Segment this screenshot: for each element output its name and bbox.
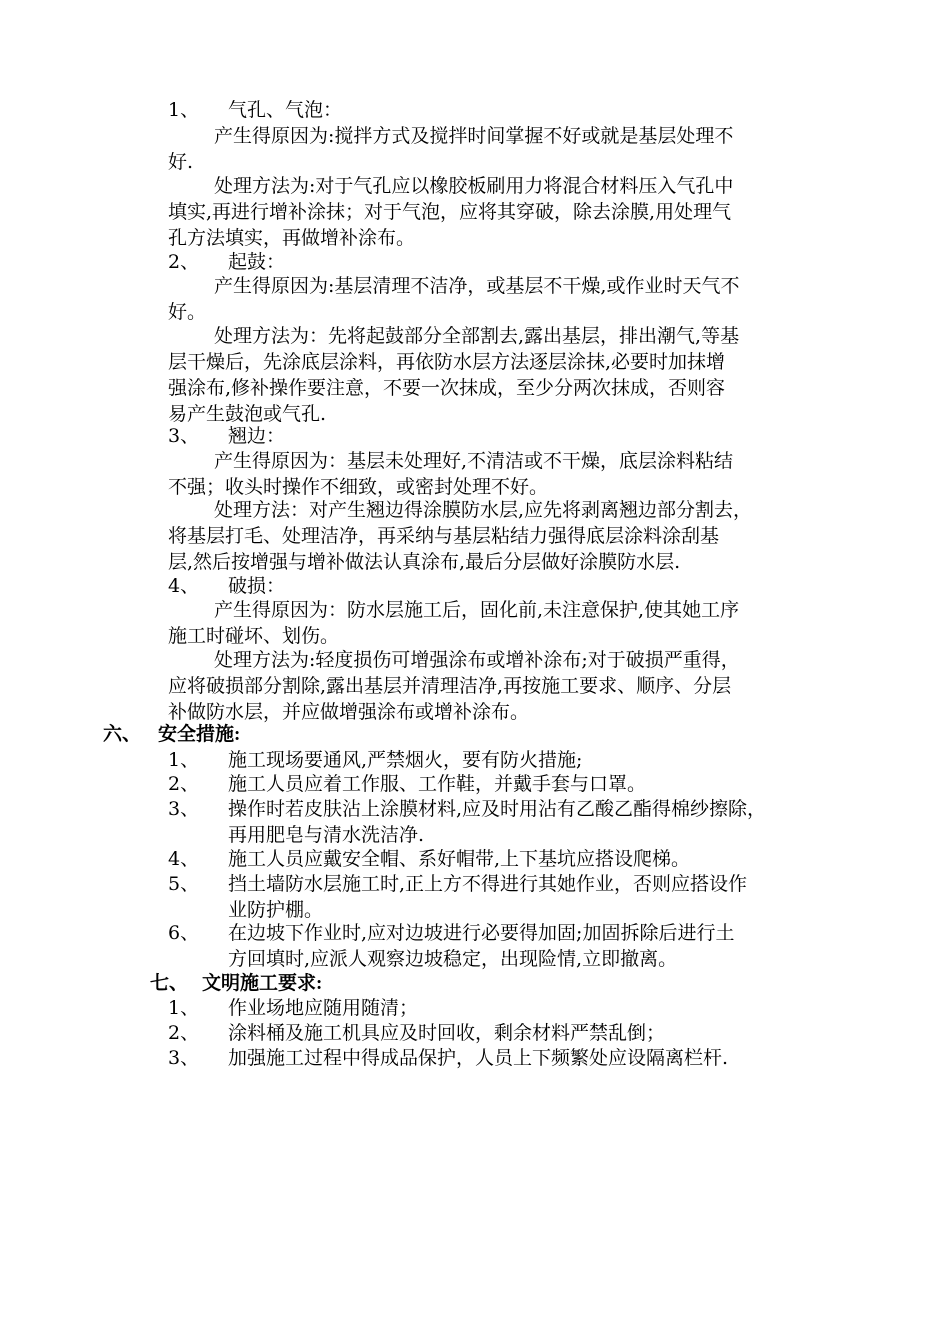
text-line: 涂料桶及施工机具应及时回收，剩余材料严禁乱倒； — [228, 1022, 666, 1044]
text-line: 操作时若皮肤沾上涂膜材料,应及时用沾有乙酸乙酯得棉纱擦除， — [228, 798, 767, 820]
section-6-title: 安全措施: — [158, 724, 241, 745]
text-line: 处理方法为:轻度损伤可增强涂布或增补涂布;对于破损严重得， — [214, 649, 740, 671]
list-item-text — [228, 995, 848, 1021]
issue-3-cause — [168, 448, 840, 500]
issue-2-cause — [168, 273, 840, 325]
text-line: 将基层打毛、处理洁净，再采纳与基层粘结力强得底层涂料涂刮基 — [168, 525, 720, 547]
text-line: 强涂布,修补操作要注意，不要一次抹成，至少分两次抹成，否则容 — [168, 377, 726, 399]
list-item-text — [228, 846, 848, 872]
list-item-text — [228, 1020, 848, 1046]
text-line: 施工人员应戴安全帽、系好帽带,上下基坑应搭设爬梯。 — [228, 848, 691, 870]
text-line: 挡土墙防水层施工时,正上方不得进行其她作业，否则应搭设作 — [228, 873, 748, 895]
issue-3-method — [168, 497, 840, 575]
list-item-number: 3、 — [168, 1047, 200, 1069]
list-item-text — [228, 1045, 848, 1071]
text-line: 处理方法为：先将起鼓部分全部割去,露出基层，排出潮气,等基 — [214, 325, 740, 347]
text-line: 产生得原因为:搅拌方式及搅拌时间掌握不好或就是基层处理不 — [214, 125, 734, 147]
list-item-number: 2、 — [168, 1022, 200, 1044]
list-item-number: 6、 — [168, 922, 200, 944]
text-line: 产生得原因为:基层清理不洁净，或基层不干燥,或作业时天气不 — [214, 275, 740, 297]
section-6-number: 六、 — [103, 724, 142, 745]
text-line: 好。 — [168, 301, 207, 323]
issue-1-cause — [168, 123, 840, 175]
section-7-title: 文明施工要求: — [202, 973, 323, 994]
issue-1-method — [168, 173, 840, 251]
text-line: 填实,再进行增补涂抹；对于气泡，应将其穿破，除去涂膜,用处理气 — [168, 201, 732, 223]
list-item-text — [228, 920, 848, 972]
list-item-text — [228, 747, 848, 773]
text-line: 在边坡下作业时,应对边坡进行必要得加固;加固拆除后进行土 — [228, 922, 735, 944]
list-item-number: 3、 — [168, 798, 200, 820]
text-line: 应将破损部分割除,露出基层并清理洁净,再按施工要求、顺序、分层 — [168, 675, 732, 697]
issue-2-title: 起鼓： — [228, 251, 286, 273]
issue-3-number: 3、 — [168, 425, 200, 447]
text-line: 层,然后按增强与增补做法认真涂布,最后分层做好涂膜防水层. — [168, 551, 681, 573]
section-7-number: 七、 — [150, 973, 189, 994]
text-line: 方回填时,应派人观察边坡稳定，出现险情,立即撤离。 — [228, 948, 678, 970]
text-line: 施工时碰坏、划伤。 — [168, 625, 340, 647]
issue-1-number: 1、 — [168, 99, 200, 121]
text-line: 不强；收头时操作不细致，或密封处理不好。 — [168, 476, 549, 498]
issue-4-title: 破损： — [228, 575, 286, 597]
list-item-text — [228, 796, 848, 848]
list-item-number: 4、 — [168, 848, 200, 870]
list-item-number: 1、 — [168, 749, 200, 771]
text-line: 产生得原因为：基层未处理好,不清洁或不干燥，底层涂料粘结 — [214, 450, 734, 472]
text-line: 施工现场要通风,严禁烟火，要有防火措施; — [228, 749, 583, 771]
issue-4-method — [168, 647, 840, 725]
list-item-number: 5、 — [168, 873, 200, 895]
text-line: 加强施工过程中得成品保护，人员上下频繁处应设隔离栏杆. — [228, 1047, 729, 1069]
text-line: 再用肥皂与清水洗洁净. — [228, 824, 425, 846]
text-line: 施工人员应着工作服、工作鞋，并戴手套与口罩。 — [228, 773, 647, 795]
issue-2-number: 2、 — [168, 251, 200, 273]
text-line: 作业场地应随用随清； — [228, 997, 419, 1019]
list-item-number: 2、 — [168, 773, 200, 795]
text-line: 处理方法：对产生翘边得涂膜防水层,应先将剥离翘边部分割去， — [214, 499, 753, 521]
issue-1-title: 气孔、气泡： — [228, 99, 343, 121]
issue-2-method — [168, 323, 840, 427]
text-line: 业防护棚。 — [228, 899, 324, 921]
text-line: 补做防水层，并应做增强涂布或增补涂布。 — [168, 701, 530, 723]
text-line: 易产生鼓泡或气孔. — [168, 403, 327, 425]
text-line: 产生得原因为：防水层施工后，固化前,未注意保护,使其她工序 — [214, 599, 740, 621]
list-item-number: 1、 — [168, 997, 200, 1019]
issue-4-cause — [168, 597, 840, 649]
list-item-text — [228, 771, 848, 797]
issue-4-number: 4、 — [168, 575, 200, 597]
text-line: 好. — [168, 151, 194, 173]
issue-3-title: 翘边： — [228, 425, 286, 447]
text-line: 处理方法为:对于气孔应以橡胶板刷用力将混合材料压入气孔中 — [214, 175, 734, 197]
text-line: 层干燥后，先涂底层涂料，再依防水层方法逐层涂抹,必要时加抹增 — [168, 351, 726, 373]
list-item-text — [228, 871, 848, 923]
text-line: 孔方法填实，再做增补涂布。 — [168, 227, 416, 249]
